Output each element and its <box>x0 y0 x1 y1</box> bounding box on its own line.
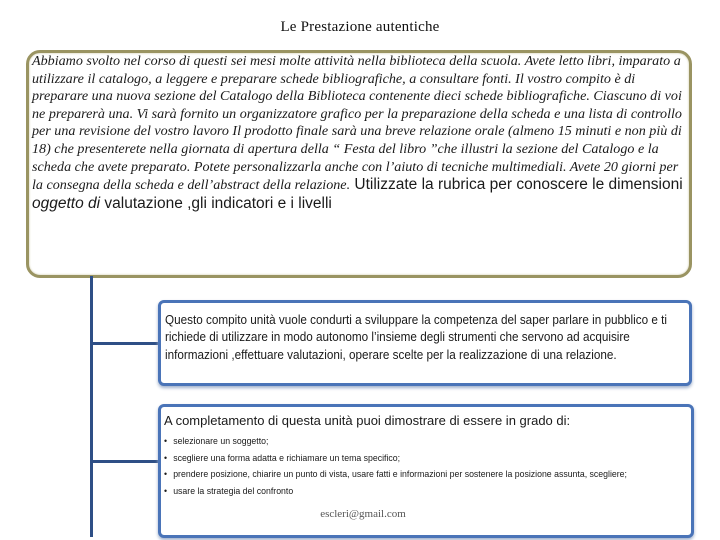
outcomes-heading: A completamento di questa unità puoi dimostrare di essere in grado di: <box>164 413 571 428</box>
page-title: Le Prestazione autentiche <box>280 19 440 35</box>
footer-email: escleri@gmail.com <box>320 508 406 520</box>
list-item-text: selezionare un soggetto; <box>173 436 269 447</box>
task-description-italic: Abbiamo svolto nel corso di questi sei mesi molte attività nella biblioteca della scuola. Avete letto libri, imparato a utilizzare il catalogo, a leggere e preparare schede bibliografiche, a consultare fonti. Il vostro compito è di preparare una nuova sezione del Catalogo della Biblioteca contenente dieci schede bibliografiche. Ciascuno di voi ne preparerà una. Vi sarà fornito un organizzatore grafico per la preparazione della scheda e una lista di controllo per una revisione del vostro lavoro Il prodotto finale sarà una breve relazione orale (almeno 15 minuti e non più di 18) che presenterete nella giornata di apertura della “ Festa del libro ”che illustri la sezione del Catalogo e la scheda che avete preparato. Potete personalizzarla anche con l’aiuto di tecniche multimediali. Avete 20 giorni per la consegna della scheda e dell’abstract della relazione. <box>32 53 682 194</box>
list-item-text: usare la strategia del confronto <box>173 485 294 497</box>
outcomes-list <box>164 434 688 500</box>
competence-text: Questo compito unità vuole condurti a sviluppare la competenza del saper parlare in pubblico e ti richiede di utilizzare in modo autonomo l’insieme degli strumenti che servono ad acquisire informazioni ,effettuare valutazioni, operare scelte per la realizzazione di una relazione. <box>165 313 667 362</box>
bullet-icon: • <box>164 452 168 464</box>
task-description-text <box>32 53 684 213</box>
list-item <box>164 434 688 451</box>
list-item-text: prendere posizione, chiarire un punto di vista, usare fatti e informazioni per sostenere la posizione assunta, scegliere; <box>173 469 627 481</box>
rubric-instruction-part-3: oggetto di <box>32 194 101 212</box>
tree-connector-branch-1 <box>90 342 160 345</box>
bullet-icon: • <box>164 436 168 447</box>
rubric-instruction-part-4: valutazione ,gli indicatori e i livelli <box>100 194 332 212</box>
list-item <box>164 467 688 484</box>
list-item-text: scegliere una forma adatta e richiamare un tema specifico; <box>173 452 401 464</box>
list-item <box>164 484 688 501</box>
rubric-instruction-part-2: dimensioni <box>608 176 683 194</box>
bullet-icon: • <box>164 485 168 497</box>
tree-connector-branch-2 <box>90 460 160 463</box>
rubric-instruction-part-1: Utilizzate la rubrica per conoscere le <box>350 176 609 194</box>
list-item <box>164 451 688 468</box>
bullet-icon: • <box>164 469 168 481</box>
tree-connector-vertical <box>90 276 93 537</box>
